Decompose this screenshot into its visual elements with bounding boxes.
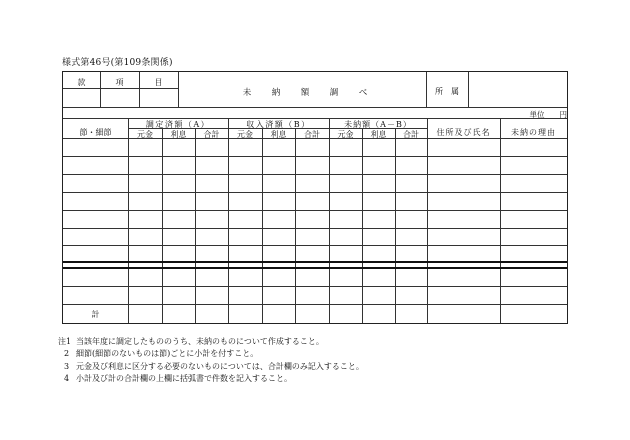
thick-separator-2 [63,267,567,269]
vline-c1 [162,128,163,323]
row-line-7 [63,286,567,287]
vline-c4 [262,128,263,323]
vline-g1 [228,118,229,323]
vline-c5 [295,128,296,323]
note-3-num: 3 [64,361,70,371]
note-4-num: 4 [64,374,70,384]
kou-label: 項 [115,78,124,87]
header-divider-bottom [63,107,567,108]
note-2-text: 細節(細節のないものは節)ごとに小計を付すこと。 [76,349,259,359]
moku-label: 目 [154,78,163,87]
row-line-2 [63,174,567,175]
thick-separator-1 [63,261,567,263]
note-1-text: 当該年度に調定したもののうち、未納のものについて作成すること。 [76,337,324,346]
row-line-4 [63,210,567,211]
group-chotei-header: 調定済額（A） [145,120,211,129]
address-name-header: 住所及び氏名 [436,128,491,137]
shozoku-value-cell[interactable] [469,72,567,107]
sub-goukei-3: 合計 [403,130,419,139]
vline-g2 [329,118,330,323]
note-4-text: 小計及び計の合計欄の上欄に括弧書で件数を記入すること。 [76,374,292,384]
note-2-num: 2 [64,349,70,359]
sheet-title: 未 納 額 調 べ [242,88,374,98]
unit-label: 単位 円 [529,110,567,119]
kan-label: 款 [77,78,86,87]
sub-goukei-1: 合計 [203,130,220,139]
vline-c7 [362,128,363,323]
row-line-1 [63,156,567,157]
sub-ganzai-1: 元金 [137,130,153,139]
sub-ganzai-3: 元金 [337,130,354,139]
sub-risoku-1: 利息 [170,130,187,139]
kmoku-title-sep [178,72,179,107]
group-minou-header: 未納額（A－B） [344,120,412,129]
sub-goukei-2: 合計 [304,130,320,139]
row-line-5 [63,228,567,229]
total-label: 計 [91,310,100,319]
row-line-header-bottom [63,138,567,139]
note-1-num: 注1 [58,337,72,346]
vline-c8 [395,128,396,323]
group-shunyu-header: 収入済額（B） [246,120,311,129]
vline-addr [500,118,501,323]
vline-c2 [195,128,196,323]
kou-value-cell[interactable] [100,89,139,107]
vline-setsu [128,118,129,323]
vline-g3 [427,118,428,323]
row-line-6 [63,245,567,246]
shozoku-label: 所 属 [435,87,459,96]
setsu-saisetsu-header: 節・細節 [79,128,112,137]
sub-risoku-2: 利息 [270,130,287,139]
form-frame [62,71,568,324]
reason-header: 未納の理由 [511,128,556,137]
sub-ganzai-2: 元金 [237,130,253,139]
note-3-text: 元金及び利息に区分する必要のないものについては、合計欄のみ記入すること。 [76,361,364,371]
kan-value-cell[interactable] [63,89,100,107]
row-line-3 [63,192,567,193]
row-line-8 [63,304,567,305]
sub-risoku-3: 利息 [370,130,387,139]
form-number: 様式第46号(第109条関係) [62,58,173,68]
moku-value-cell[interactable] [139,89,178,107]
